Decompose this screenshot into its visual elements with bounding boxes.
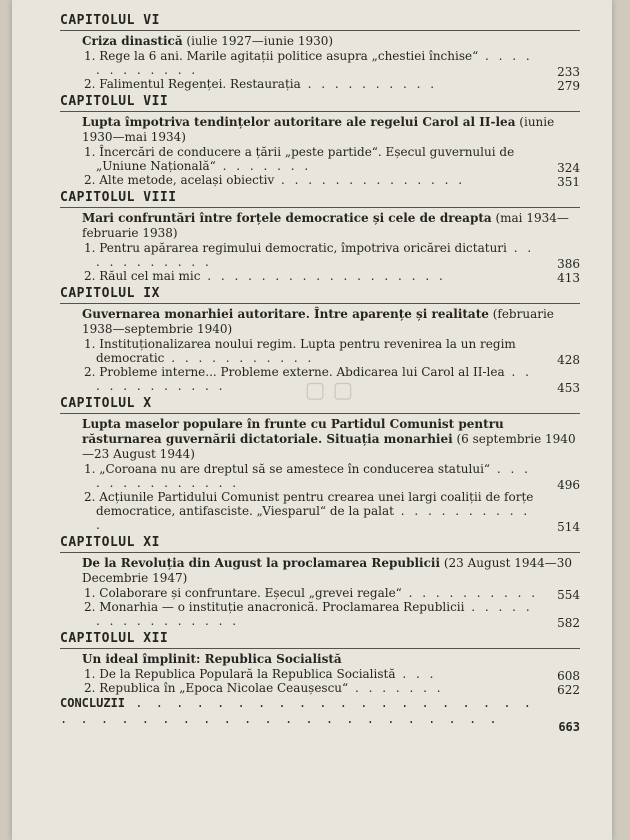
chapter-ix [60, 285, 580, 393]
chapter-title: Un ideal împlinit: Republica Socialistă [82, 652, 342, 666]
chapter-title: Mari confruntări între forțele democratice și cele de dreapta (mai 1934—februarie 1938) [82, 211, 569, 240]
chapter-vi [60, 12, 580, 91]
page-number: 386 [557, 257, 580, 271]
toc-entry: 1. Rege la 6 ani. Marile agitații politice asupra „chestiei închise“ . . . . . . . . . . . . 233 [84, 49, 580, 79]
page-number: 582 [557, 616, 580, 630]
toc-entry: 1. Colaborare și confruntare. Eșecul „grevei regale“ . . . . . . . . . . 554 [84, 586, 580, 602]
chapter-heading: CAPITOLUL XI [60, 534, 580, 553]
page-number: 453 [557, 381, 580, 395]
chapter-title: Lupta împotriva tendințelor autoritare ale regelui Carol al II-lea (iunie 1930—mai 1934) [82, 115, 555, 144]
toc-entry: 2. Monarhia — o instituție anacronică. Proclamarea Republicii . . . . . . . . . . . . . . . . 582 [84, 600, 580, 630]
page-number: 351 [557, 175, 580, 189]
toc-entry: 1. „Coroana nu are dreptul să se amestece în conducerea statului“ . . . . . . . . . . . . . . 496 [84, 462, 580, 492]
page-number: 324 [557, 161, 580, 175]
book-page [12, 0, 612, 840]
page-number: 496 [557, 478, 580, 492]
toc-entry: 2. Răul cel mai mic . . . . . . . . . . . . . . . . . . 413 [84, 269, 580, 285]
chapter-xi [60, 534, 580, 628]
chapter-heading: CAPITOLUL XII [60, 630, 580, 649]
toc-entry: 2. Probleme interne... Probleme externe. Abdicarea lui Carol al II-lea . . . . . . . . . . . . 453 [84, 365, 580, 395]
toc-entry: 2. Republica în „Epoca Nicolae Ceaușescu“ . . . . . . . 622 [84, 681, 580, 697]
chapter-x [60, 395, 580, 532]
table-of-contents [60, 10, 580, 734]
chapter-title: De la Revoluția din August la proclamarea Republicii (23 August 1944—30 Decembrie 1947) [82, 556, 573, 585]
page-number: 622 [557, 683, 580, 697]
chapter-heading: CAPITOLUL X [60, 395, 580, 414]
chapter-heading: CAPITOLUL VII [60, 93, 580, 112]
page-number: 554 [557, 588, 580, 602]
watermark-logo: ▢ ▢ [304, 378, 354, 403]
page-number: 413 [557, 271, 580, 285]
chapter-vii [60, 93, 580, 187]
chapter-heading: CAPITOLUL VI [60, 12, 580, 31]
page-number: 279 [557, 79, 580, 93]
toc-entry: 1. Pentru apărarea regimului democratic, împotriva oricărei dictaturi . . . . . . . . . . . 386 [84, 241, 580, 271]
page-number: 233 [557, 65, 580, 79]
toc-entry: 1. Instituționalizarea noului regim. Lupta pentru revenirea la un regim democratic . . . . . . . . . . . 428 [84, 337, 580, 367]
page-number: 428 [557, 353, 580, 367]
chapter-title: Criza dinastică (iulie 1927—iunie 1930) [82, 34, 334, 48]
chapter-heading: CAPITOLUL IX [60, 285, 580, 304]
page-number: 663 [558, 720, 580, 734]
chapter-heading: CAPITOLUL VIII [60, 189, 580, 208]
toc-entry: 2. Alte metode, același obiectiv . . . . . . . . . . . . . . 351 [84, 173, 580, 189]
page-number: 608 [557, 669, 580, 683]
toc-entry: 2. Acțiunile Partidului Comunist pentru crearea unei largi coaliții de forțe democratice, antifasciste. „Viesparul“ de la palat . . . . . . . . . . . 514 [84, 490, 580, 534]
toc-entry: 1. De la Republica Populară la Republica Socialistă . . . 608 [84, 667, 580, 683]
chapter-title: Guvernarea monarhiei autoritare. Între aparențe și realitate (februarie 1938—septembrie 1940) [82, 307, 554, 336]
conclusion-entry: CONCLUZII . . . . . . . . . . . . . . . . . . . . . . . . . . . . . . . . . . . . . . . . . . 663 [60, 696, 580, 734]
chapter-viii [60, 189, 580, 283]
chapter-title: Lupta maselor populare în frunte cu Partidul Comunist pentru răsturnarea guvernării dictatoriale. Situația monarhiei (6 septembrie 1940—23 August 1944) [82, 417, 576, 461]
page-number: 514 [557, 520, 580, 534]
chapter-xii [60, 630, 580, 695]
toc-entry: 1. Încercări de conducere a țării „peste partide“. Eșecul guvernului de „Uniune Națională“ . . . . . . . 324 [84, 145, 580, 175]
toc-entry: 2. Falimentul Regenței. Restaurația . . . . . . . . . . 279 [84, 77, 580, 93]
